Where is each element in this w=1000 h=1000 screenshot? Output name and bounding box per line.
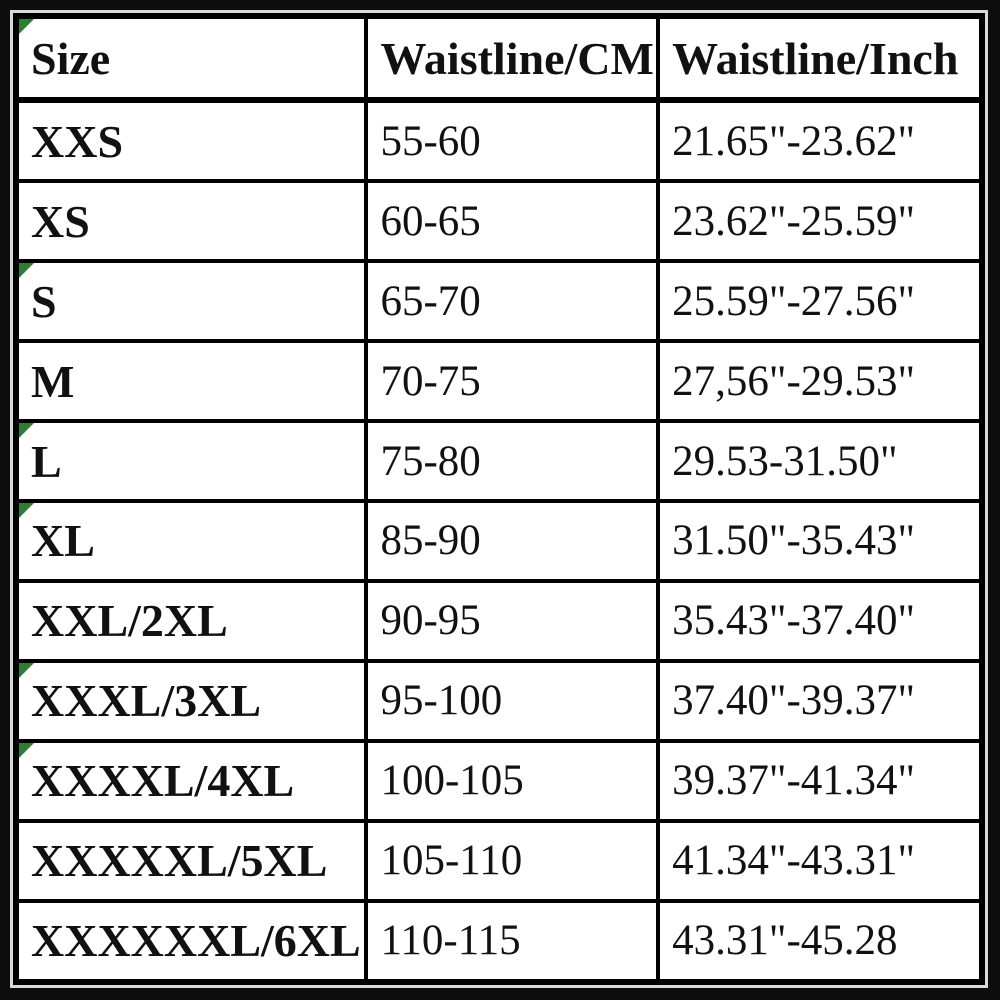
table-row	[16, 661, 982, 741]
waistline-cm-cell	[366, 661, 658, 741]
cell-corner-flag-icon	[19, 503, 34, 518]
size-cell	[16, 741, 366, 821]
size-cell	[16, 901, 366, 982]
table-row	[16, 261, 982, 341]
size-cell	[16, 661, 366, 741]
waistline-inch-cell-label: 37.40"-39.37"	[672, 677, 916, 725]
size-chart-table	[13, 13, 985, 985]
waistline-cm-cell-label: 90-95	[380, 597, 481, 645]
table-row	[16, 501, 982, 581]
size-cell-label: XXXXXXL/6XL	[31, 915, 361, 967]
waistline-cm-cell	[366, 341, 658, 421]
cell-corner-flag-icon	[19, 19, 34, 34]
waistline-cm-cell-label: 105-110	[380, 837, 523, 885]
cell-corner-flag-icon	[19, 423, 34, 438]
size-cell	[16, 261, 366, 341]
waistline-inch-cell-label: 41.34"-43.31"	[672, 837, 916, 885]
size-cell-label: XXXXXL/5XL	[31, 835, 328, 887]
waistline-inch-cell	[658, 341, 982, 421]
table-row	[16, 100, 982, 181]
size-chart-sheet	[13, 13, 985, 985]
waistline-cm-cell	[366, 181, 658, 261]
table-row	[16, 341, 982, 421]
cell-corner-flag-icon	[19, 743, 34, 758]
waistline-cm-cell	[366, 901, 658, 982]
waistline-inch-cell-label: 39.37"-41.34"	[672, 757, 916, 805]
waistline-cm-cell	[366, 581, 658, 661]
size-cell-label: XXL/2XL	[31, 595, 228, 647]
table-row	[16, 901, 982, 982]
size-cell-label: S	[31, 275, 57, 327]
waistline-cm-cell	[366, 821, 658, 901]
size-cell	[16, 181, 366, 261]
cell-corner-flag-icon	[19, 263, 34, 278]
waistline-inch-cell	[658, 501, 982, 581]
waistline-inch-cell	[658, 421, 982, 501]
waistline-cm-cell	[366, 100, 658, 181]
header-label-waistline-cm: Waistline/CM	[380, 32, 654, 84]
waistline-inch-cell-label: 23.62"-25.59"	[672, 197, 916, 245]
header-cell-size	[16, 16, 366, 100]
waistline-cm-cell	[366, 421, 658, 501]
size-cell	[16, 341, 366, 421]
waistline-inch-cell	[658, 901, 982, 982]
table-row	[16, 581, 982, 661]
waistline-cm-cell-label: 55-60	[380, 117, 481, 165]
size-cell	[16, 581, 366, 661]
waistline-cm-cell-label: 100-105	[380, 757, 524, 805]
waistline-cm-cell-label: 75-80	[380, 437, 481, 485]
waistline-cm-cell-label: 65-70	[380, 277, 481, 325]
size-cell	[16, 821, 366, 901]
table-row	[16, 821, 982, 901]
waistline-inch-cell-label: 27,56"-29.53"	[672, 357, 916, 405]
header-label-size: Size	[31, 32, 111, 84]
header-cell-waistline-cm	[366, 16, 658, 100]
waistline-cm-cell	[366, 261, 658, 341]
waistline-inch-cell	[658, 741, 982, 821]
waistline-inch-cell	[658, 661, 982, 741]
waistline-cm-cell-label: 85-90	[380, 517, 481, 565]
waistline-inch-cell-label: 35.43"-37.40"	[672, 597, 916, 645]
waistline-inch-cell	[658, 581, 982, 661]
table-header	[16, 16, 982, 100]
table-row	[16, 421, 982, 501]
table-row	[16, 181, 982, 261]
waistline-inch-cell-label: 31.50"-35.43"	[672, 517, 916, 565]
header-label-waistline-inch: Waistline/Inch	[672, 32, 959, 84]
size-cell	[16, 421, 366, 501]
waistline-inch-cell-label: 21.65"-23.62"	[672, 117, 916, 165]
table-body	[16, 100, 982, 982]
cell-corner-flag-icon	[19, 663, 34, 678]
size-cell-label: XXS	[31, 115, 124, 167]
waistline-inch-cell-label: 43.31"-45.28	[672, 917, 898, 965]
header-row	[16, 16, 982, 100]
table-row	[16, 741, 982, 821]
size-cell-label: M	[31, 355, 75, 407]
size-cell-label: XS	[31, 195, 90, 247]
waistline-inch-cell-label: 25.59"-27.56"	[672, 277, 916, 325]
waistline-inch-cell-label: 29.53-31.50"	[672, 437, 898, 485]
size-cell-label: XXXL/3XL	[31, 675, 262, 727]
waistline-cm-cell-label: 70-75	[380, 357, 481, 405]
waistline-inch-cell	[658, 100, 982, 181]
waistline-cm-cell-label: 110-115	[380, 917, 521, 965]
waistline-inch-cell	[658, 181, 982, 261]
waistline-cm-cell	[366, 501, 658, 581]
waistline-inch-cell	[658, 821, 982, 901]
waistline-cm-cell-label: 95-100	[380, 677, 503, 725]
size-cell	[16, 501, 366, 581]
size-cell-label: XXXXL/4XL	[31, 755, 295, 807]
waistline-cm-cell	[366, 741, 658, 821]
size-cell-label: XL	[31, 515, 95, 567]
waistline-inch-cell	[658, 261, 982, 341]
header-cell-waistline-inch	[658, 16, 982, 100]
waistline-cm-cell-label: 60-65	[380, 197, 481, 245]
size-cell-label: L	[31, 435, 62, 487]
size-cell	[16, 100, 366, 181]
